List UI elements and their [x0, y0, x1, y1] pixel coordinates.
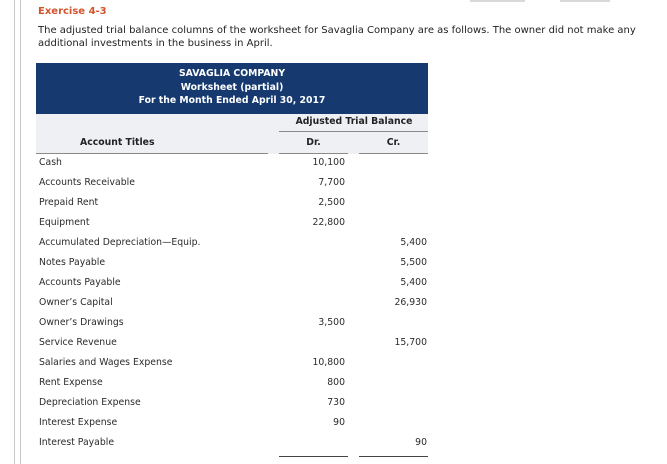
account-title: Prepaid Rent	[39, 197, 99, 208]
adjusted-trial-balance-heading: Adjusted Trial Balance	[295, 116, 413, 127]
debit-amount: 90	[333, 417, 345, 428]
debit-amount: 10,800	[312, 357, 345, 368]
top-tab-edge	[470, 0, 525, 2]
company-name: SAVAGLIA COMPANY	[178, 68, 286, 79]
left-border-line	[14, 0, 15, 464]
credit-amount: 15,700	[394, 337, 427, 348]
debit-heading: Dr.	[306, 137, 321, 148]
account-title: Notes Payable	[39, 257, 106, 268]
table-row	[36, 174, 428, 194]
credit-amount: 90	[415, 437, 427, 448]
exercise-description: The adjusted trial balance columns of the worksheet for Savaglia Company are as follows. The owner did not make any additional investments in the business in April.	[38, 25, 636, 49]
credit-amount: 26,930	[394, 297, 427, 308]
table-row	[36, 394, 428, 414]
credit-amount: 5,400	[400, 277, 427, 288]
account-titles-heading: Account Titles	[80, 137, 155, 148]
table-row	[36, 314, 428, 334]
table-row	[36, 254, 428, 274]
table-row	[36, 354, 428, 374]
table-row	[36, 274, 428, 294]
account-title: Accounts Payable	[39, 277, 121, 288]
debit-amount: 800	[327, 377, 345, 388]
table-row	[36, 434, 428, 454]
debit-amount: 2,500	[318, 197, 345, 208]
table-row	[36, 374, 428, 394]
credit-total-rule	[359, 456, 428, 457]
account-title: Accumulated Depreciation—Equip.	[39, 237, 201, 248]
trial-balance-rows	[36, 154, 428, 454]
table-row	[36, 294, 428, 314]
heading-rule	[279, 131, 428, 132]
worksheet-subtitle: Worksheet (partial)	[180, 81, 284, 93]
table-row	[36, 334, 428, 354]
table-row	[36, 214, 428, 234]
account-title: Salaries and Wages Expense	[39, 357, 173, 368]
account-title: Owner’s Drawings	[39, 317, 124, 328]
table-row	[36, 154, 428, 174]
table-row	[36, 414, 428, 434]
worksheet-period: For the Month Ended April 30, 2017	[138, 95, 326, 106]
debit-amount: 730	[327, 397, 345, 408]
account-title: Service Revenue	[39, 337, 117, 348]
debit-total-rule	[279, 456, 348, 457]
credit-amount: 5,400	[400, 237, 427, 248]
top-tab-edge	[560, 0, 610, 2]
worksheet-header	[36, 63, 428, 114]
table-row	[36, 194, 428, 214]
left-border-line	[20, 0, 21, 464]
debit-amount: 10,100	[312, 157, 345, 168]
account-title: Equipment	[39, 217, 90, 228]
account-title: Interest Expense	[39, 417, 118, 428]
credit-heading: Cr.	[386, 137, 401, 148]
account-title: Depreciation Expense	[39, 397, 141, 408]
debit-amount: 3,500	[318, 317, 345, 328]
account-title: Rent Expense	[39, 377, 103, 388]
debit-amount: 7,700	[318, 177, 345, 188]
top-strip	[0, 0, 667, 3]
credit-amount: 5,500	[400, 257, 427, 268]
account-title: Cash	[39, 157, 62, 168]
account-title: Interest Payable	[39, 437, 115, 448]
table-row	[36, 234, 428, 254]
account-title: Owner’s Capital	[39, 297, 113, 308]
exercise-title: Exercise 4-3	[38, 6, 107, 17]
account-title: Accounts Receivable	[39, 177, 135, 188]
debit-amount: 22,800	[312, 217, 345, 228]
